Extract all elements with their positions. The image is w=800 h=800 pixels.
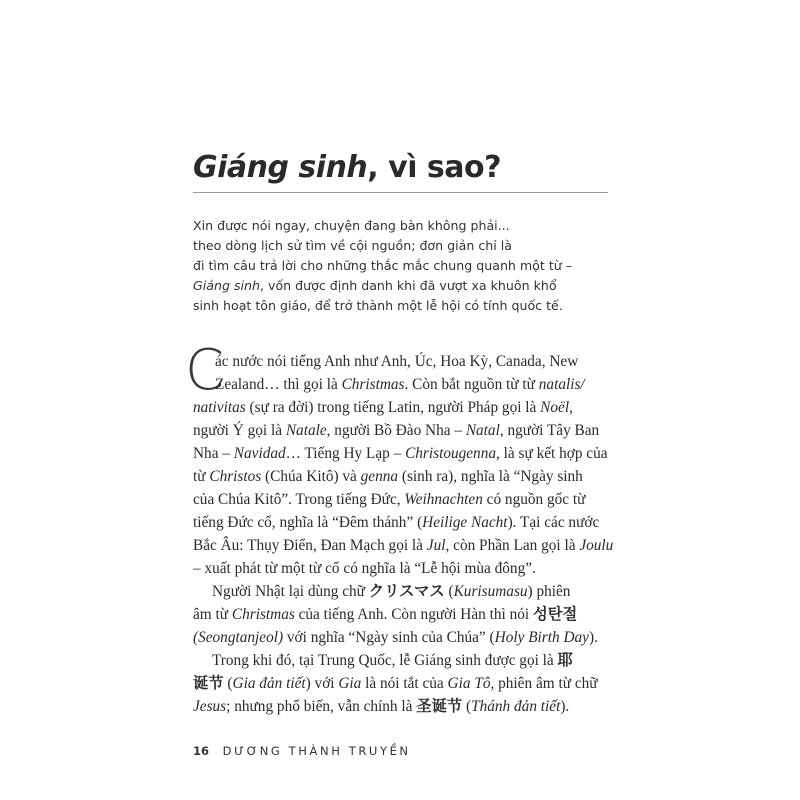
italic-term: Natale bbox=[285, 422, 327, 439]
text-run: với nghĩa “Ngày sinh của Chúa” ( bbox=[283, 629, 495, 646]
body-line bbox=[193, 396, 608, 419]
text-run: , là sự kết hợp của bbox=[496, 445, 608, 462]
body-line bbox=[193, 603, 608, 626]
text-run: , còn Phần Lan gọi là bbox=[445, 537, 580, 554]
italic-term: genna bbox=[360, 468, 399, 485]
italic-term: Natal bbox=[465, 422, 500, 439]
text-run: là nói tắt của bbox=[361, 675, 448, 692]
body-line bbox=[193, 350, 608, 373]
italic-term: Navidad bbox=[233, 445, 286, 462]
text-run: ; nhưng phổ biến, vẫn chính là bbox=[226, 698, 417, 715]
text-run: ( bbox=[444, 583, 454, 600]
foreign-script: クリスマス bbox=[368, 583, 445, 600]
body-line bbox=[193, 557, 608, 580]
italic-term: Gia đản tiết bbox=[232, 675, 306, 692]
drop-cap: C bbox=[185, 338, 225, 403]
text-run: Người Nhật lại dùng chữ bbox=[212, 583, 369, 600]
author-name: DƯƠNG THÀNH TRUYỀN bbox=[222, 744, 411, 758]
text-run: Trong khi đó, tại Trung Quốc, lễ Giáng sinh được gọi là bbox=[212, 652, 558, 669]
italic-term: Kurisumasu bbox=[453, 583, 528, 600]
lead-line bbox=[193, 276, 613, 296]
text-run: ). bbox=[560, 698, 570, 715]
italic-term: Thánh đản tiết bbox=[471, 698, 561, 715]
text-run: (sự ra đời) trong tiếng Latin, người Pháp gọi là bbox=[245, 399, 541, 416]
text-run: ác nước nói tiếng Anh như Anh, Úc, Hoa Kỳ, Canada, New bbox=[215, 353, 579, 370]
italic-term: Gia bbox=[338, 675, 362, 692]
lead-line: sinh hoạt tôn giáo, để trở thành một lễ hội có tính quốc tế. bbox=[193, 298, 563, 313]
text-run: Bắc Âu: Thụy Điển, Đan Mạch gọi là bbox=[193, 537, 427, 554]
chapter-title-rest: , vì sao? bbox=[367, 150, 502, 185]
text-run: người Ý gọi là bbox=[193, 422, 286, 439]
lead-line: đi tìm câu trả lời cho những thắc mắc chung quanh một từ – bbox=[193, 258, 573, 273]
lead-line: theo dòng lịch sử tìm về cội nguồn; đơn giản chỉ là bbox=[193, 238, 512, 253]
italic-term: Noël bbox=[540, 399, 570, 416]
text-run: Nha – bbox=[193, 445, 234, 462]
text-run: – xuất phát từ một từ cổ có nghĩa là “Lễ hội mùa đông”. bbox=[193, 560, 536, 577]
text-run: âm từ bbox=[193, 606, 232, 623]
chapter-title bbox=[193, 150, 501, 185]
italic-term: Gia Tô bbox=[447, 675, 491, 692]
italic-term: Christmas bbox=[341, 376, 405, 393]
page-number: 16 bbox=[193, 744, 210, 758]
italic-term: Christos bbox=[209, 468, 262, 485]
text-run: ) phiên bbox=[527, 583, 571, 600]
text-run: ). Tại các nước bbox=[507, 514, 600, 531]
body-line bbox=[193, 488, 608, 511]
italic-term: Heilige Nacht bbox=[422, 514, 508, 531]
body-line bbox=[193, 649, 608, 672]
lead-line-rest: , vốn được định danh khi đã vượt xa khuôn khổ bbox=[259, 278, 557, 293]
italic-term: natalis/ bbox=[538, 376, 585, 393]
text-run: , người Bồ Đào Nha – bbox=[326, 422, 466, 439]
italic-term: Weihnachten bbox=[404, 491, 483, 508]
text-run: , người Tây Ban bbox=[499, 422, 600, 439]
page-footer bbox=[193, 744, 411, 758]
italic-term: Jul bbox=[426, 537, 446, 554]
text-run: của Chúa Kitô”. Trong tiếng Đức, bbox=[193, 491, 405, 508]
text-run: (Chúa Kitô) và bbox=[261, 468, 361, 485]
lead-italic-term: Giáng sinh bbox=[193, 278, 260, 293]
lead-line: Xin được nói ngay, chuyện đang bàn không phải... bbox=[193, 218, 510, 233]
body-line bbox=[193, 511, 608, 534]
text-run: ( bbox=[223, 675, 233, 692]
foreign-script: 圣诞节 bbox=[416, 698, 463, 715]
italic-term: Christmas bbox=[231, 606, 295, 623]
text-run: (sinh ra), nghĩa là “Ngày sinh bbox=[398, 468, 583, 485]
title-divider bbox=[193, 192, 608, 193]
body-line bbox=[193, 419, 608, 442]
body-text bbox=[193, 350, 614, 718]
body-line bbox=[193, 373, 608, 396]
text-run: ). bbox=[588, 629, 598, 646]
body-line bbox=[193, 534, 614, 557]
lead-paragraph bbox=[193, 216, 613, 316]
text-run: , phiên âm từ chữ bbox=[490, 675, 598, 692]
body-line bbox=[193, 580, 608, 603]
text-run: có nguồn gốc từ bbox=[482, 491, 586, 508]
text-run: của tiếng Anh. Còn người Hàn thì nói bbox=[294, 606, 533, 623]
body-line bbox=[193, 442, 608, 465]
foreign-script: 诞节 bbox=[193, 675, 224, 692]
text-run: tiếng Đức cổ, nghĩa là “Đêm thánh” ( bbox=[193, 514, 423, 531]
italic-term: Christougenna bbox=[405, 445, 496, 462]
foreign-script: 耶 bbox=[557, 652, 573, 669]
italic-term: nativitas bbox=[193, 399, 246, 416]
italic-term: (Seongtanjeol) bbox=[193, 629, 284, 646]
text-run: , bbox=[569, 399, 573, 416]
body-line bbox=[193, 465, 608, 488]
text-run: . Còn bắt nguồn từ từ bbox=[404, 376, 539, 393]
italic-term: Jesus bbox=[193, 698, 227, 715]
body-line bbox=[193, 626, 608, 649]
text-run: … Tiếng Hy Lạp – bbox=[285, 445, 406, 462]
text-run: ) với bbox=[305, 675, 339, 692]
foreign-script: 성탄절 bbox=[532, 606, 578, 623]
text-run: từ bbox=[193, 468, 210, 485]
text-run: Zealand… thì gọi là bbox=[215, 376, 342, 393]
chapter-title-italic: Giáng sinh bbox=[193, 150, 368, 185]
italic-term: Joulu bbox=[579, 537, 614, 554]
body-line bbox=[193, 695, 608, 718]
body-line bbox=[193, 672, 608, 695]
italic-term: Holy Birth Day bbox=[494, 629, 589, 646]
text-run: ( bbox=[462, 698, 472, 715]
